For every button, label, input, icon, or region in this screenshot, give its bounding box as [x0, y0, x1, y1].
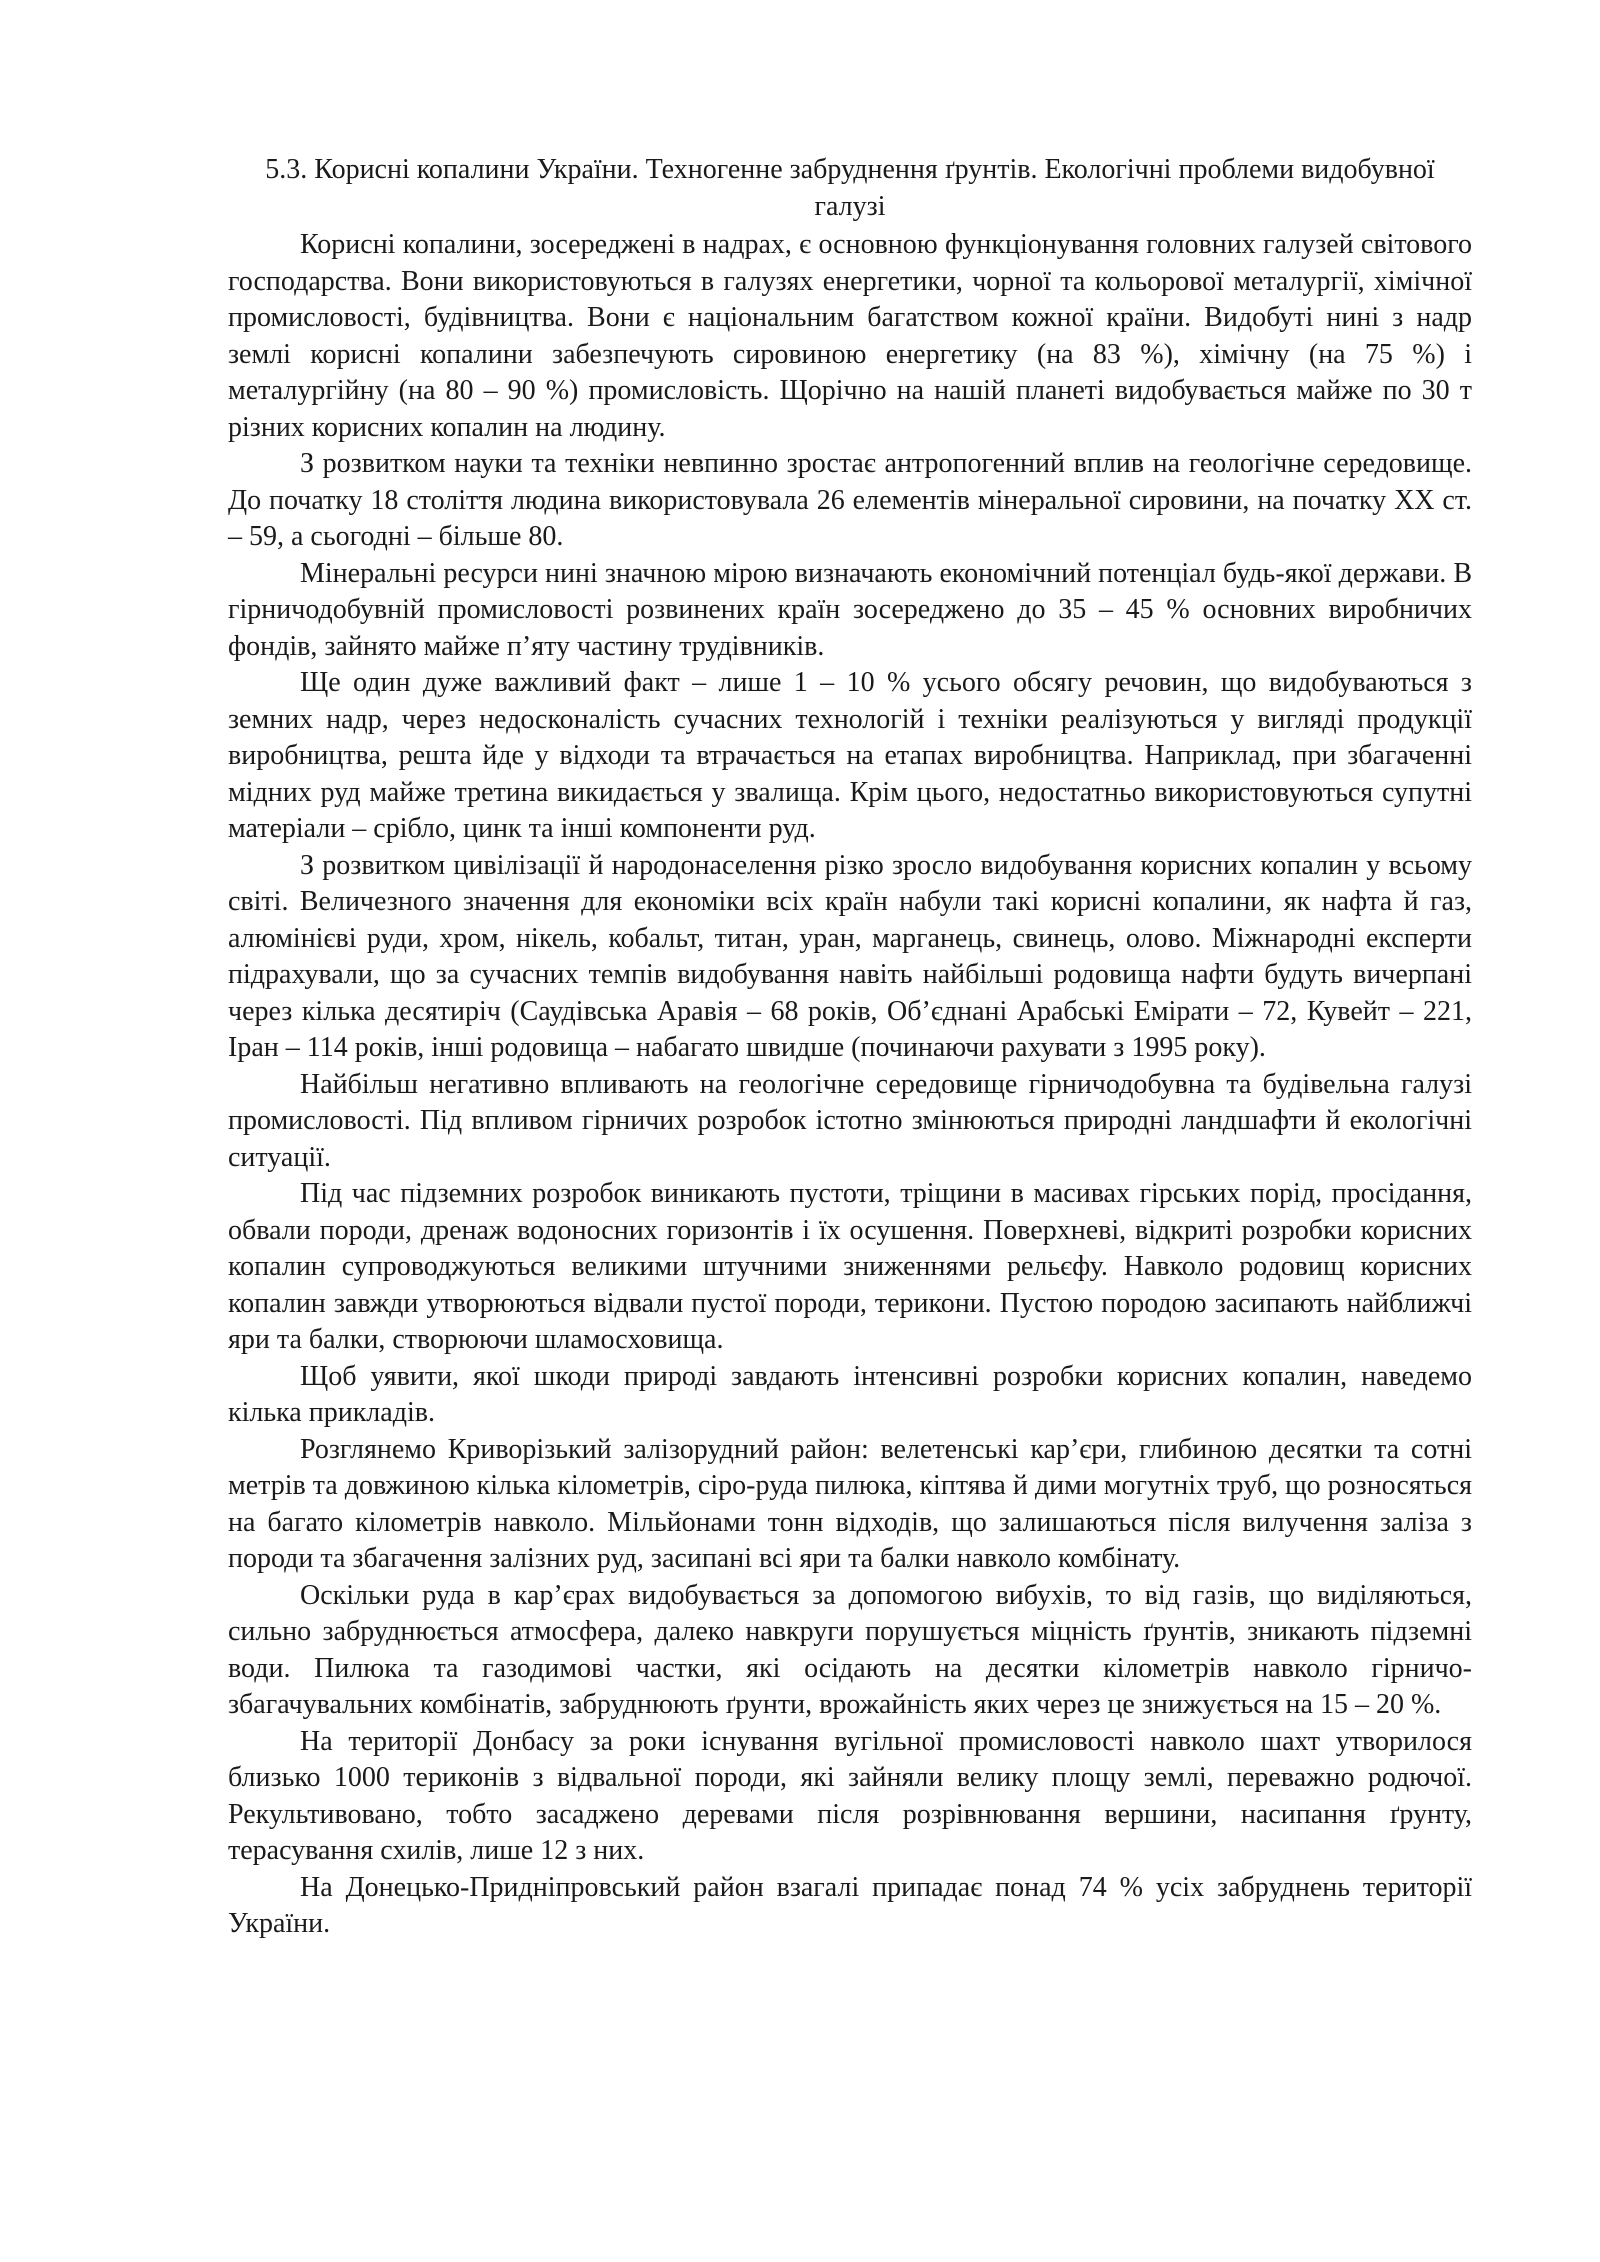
section-title: 5.3. Корисні копалини України. Техногенне забруднення ґрунтів. Екологічні проблеми видобувної галузі	[265, 154, 1435, 222]
paragraph-2: З розвитком науки та техніки невпинно зростає антропогенний вплив на геологічне середовище. До початку 18 століття людина використовувала 26 елементів мінеральної сировини, на початку XX ст. – 59, а сьогодні – більше 80.	[228, 448, 1472, 552]
paragraph-5: З розвитком цивілізації й народонаселення різко зросло видобування корисних копалин у всьому світі. Величезного значення для економіки всіх країн набули такі корисні копалини, як нафта й газ, алюмінієві руди, хром, нікель, кобальт, титан, уран, марганець, свинець, олово. Міжнародні експерти підрахували, що за сучасних темпів видобування навіть найбільші родовища нафти будуть вичерпані через кілька десятиріч (Саудівська Аравія – 68 років, Об’єднані Арабські Емірати – 72, Кувейт – 221, Іран – 114 років, інші родовища – набагато швидше (починаючи рахувати з 1995 року).	[228, 849, 1472, 1063]
paragraph-12: На Донецько-Придніпровський район взагалі припадає понад 74 % усіх забруднень території України.	[228, 1871, 1472, 1939]
paragraph-7: Під час підземних розробок виникають пустоти, тріщини в масивах гірських порід, просідання, обвали породи, дренаж водоносних горизонтів і їх осушення. Поверхневі, відкриті розробки корисних копалин супроводжуються великими штучними зниженнями рельєфу. Навколо родовищ корисних копалин завжди утворюються відвали пустої породи, терикони. Пустою породою засипають найближчі яри та балки, створюючи шламосховища.	[228, 1178, 1472, 1355]
paragraph-4: Ще один дуже важливий факт – лише 1 – 10 % усього обсягу речовин, що видобуваються з земних надр, через недосконалість сучасних технологій і техніки реалізуються у вигляді продукції виробництва, решта йде у відходи та втрачається на етапах виробництва. Наприклад, при збагаченні мідних руд майже третина викидається у звалища. Крім цього, недостатньо використовуються супутні матеріали – срібло, цинк та інші компоненти руд.	[228, 667, 1472, 844]
paragraph-8: Щоб уявити, якої шкоди природі завдають інтенсивні розробки корисних копалин, наведемо кілька прикладів.	[228, 1360, 1472, 1428]
paragraph-10: Оскільки руда в кар’єрах видобувається за допомогою вибухів, то від газів, що виділяються, сильно забруднюється атмосфера, далеко навкруги порушується міцність ґрунтів, зникають підземні води. Пилюка та газодимові частки, які осідають на десятки кілометрів навколо гірничо-збагачувальних комбінатів, забруднюють ґрунти, врожайність яких через це знижується на 15 – 20 %.	[228, 1579, 1472, 1720]
paragraph-9: Розглянемо Криворізький залізорудний район: велетенські кар’єри, глибиною десятки та сотні метрів та довжиною кілька кілометрів, сіро-руда пилюка, кіптява й дими могутніх труб, що розносяться на багато кілометрів навколо. Мільйонами тонн відходів, що залишаються після вилучення заліза з породи та збагачення залізних руд, засипані всі яри та балки навколо комбінату.	[228, 1433, 1472, 1574]
paragraph-1: Корисні копалини, зосереджені в надрах, є основною функціонування головних галузей світового господарства. Вони використовуються в галузях енергетики, чорної та кольорової металургії, хімічної промисловості, будівництва. Вони є національним багатством кожної країни. Видобуті нині з надр землі корисні копалини забезпечують сировиною енергетику (на 83 %), хімічну (на 75 %) і металургійну (на 80 – 90 %) промисловість. Щорічно на нашій планеті видобувається майже по 30 т різних корисних копалин на людину.	[228, 229, 1472, 443]
document-page	[228, 152, 1472, 1943]
paragraph-11: На території Донбасу за роки існування вугільної промисловості навколо шахт утворилося близько 1000 териконів з відвальної породи, які зайняли велику площу землі, переважно родючої. Рекультивовано, тобто засаджено деревами після розрівнювання вершини, насипання ґрунту, терасування схилів, лише 12 з них.	[228, 1725, 1472, 1866]
paragraph-6: Найбільш негативно впливають на геологічне середовище гірничодобувна та будівельна галузі промисловості. Під впливом гірничих розробок істотно змінюються природні ландшафти й екологічні ситуації.	[228, 1068, 1472, 1173]
paragraph-3: Мінеральні ресурси нині значною мірою визначають економічний потенціал будь-якої держави. В гірничодобувній промисловості розвинених країн зосереджено до 35 – 45 % основних виробничих фондів, зайнято майже п’яту частину трудівників.	[228, 557, 1472, 662]
